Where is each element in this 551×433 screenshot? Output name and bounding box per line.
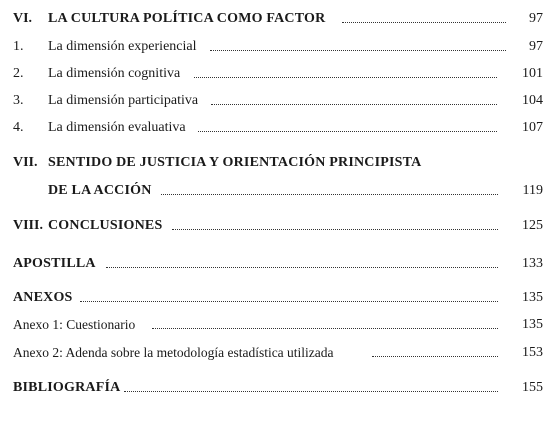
toc-leader-dots bbox=[172, 229, 498, 230]
toc-entry-1 bbox=[0, 37, 551, 57]
toc-entry-3 bbox=[0, 91, 551, 111]
toc-leader-dots bbox=[80, 301, 498, 302]
toc-entry-page: 125 bbox=[522, 218, 543, 233]
toc-entry-page: 101 bbox=[522, 66, 543, 81]
toc-entry-title: Anexo 2: Adenda sobre la metodología estadística utilizada bbox=[13, 345, 334, 360]
toc-entry-title: Anexo 1: Cuestionario bbox=[13, 317, 136, 332]
toc-entry-number: 1. bbox=[13, 39, 24, 54]
toc-entry-page: 133 bbox=[522, 256, 543, 271]
toc-entry-page: 119 bbox=[522, 183, 543, 198]
toc-entry-number: 3. bbox=[13, 93, 24, 108]
toc-entry-apostilla bbox=[0, 254, 551, 274]
toc-entry-title: La dimensión experiencial bbox=[48, 39, 197, 54]
toc-leader-dots bbox=[198, 131, 497, 132]
toc-entry-anexos bbox=[0, 288, 551, 308]
toc-entry-page: 135 bbox=[522, 290, 543, 305]
toc-entry-vi bbox=[0, 9, 551, 29]
toc-entry-title: CONCLUSIONES bbox=[48, 218, 163, 233]
toc-entry-title: LA CULTURA POLÍTICA COMO FACTOR bbox=[48, 11, 326, 26]
toc-entry-page: 107 bbox=[522, 120, 543, 135]
toc-entry-anexo-2 bbox=[0, 343, 551, 363]
toc-leader-dots bbox=[194, 77, 497, 78]
toc-leader-dots bbox=[372, 356, 498, 357]
toc-entry-page: 97 bbox=[529, 11, 543, 26]
toc-leader-dots bbox=[106, 267, 498, 268]
toc-entry-number: 4. bbox=[13, 120, 24, 135]
toc-entry-number: VIII. bbox=[13, 218, 43, 233]
toc-entry-4 bbox=[0, 118, 551, 138]
toc-entry-page: 104 bbox=[522, 93, 543, 108]
toc-entry-number: VI. bbox=[13, 11, 33, 26]
toc-entry-title: La dimensión cognitiva bbox=[48, 66, 181, 81]
toc-entry-title: DE LA ACCIÓN bbox=[48, 183, 152, 198]
toc-entry-title: SENTIDO DE JUSTICIA Y ORIENTACIÓN PRINCIPISTA bbox=[48, 155, 422, 170]
toc-leader-dots bbox=[211, 104, 497, 105]
toc-entry-page: 135 bbox=[522, 317, 543, 332]
toc-entry-vii-cont bbox=[0, 181, 551, 201]
toc-entry-2 bbox=[0, 64, 551, 84]
toc-leader-dots bbox=[124, 391, 498, 392]
toc-entry-page: 155 bbox=[522, 380, 543, 395]
toc-entry-bibliografia bbox=[0, 378, 551, 398]
toc-entry-title: ANEXOS bbox=[13, 290, 73, 305]
toc-leader-dots bbox=[152, 328, 498, 329]
toc-leader-dots bbox=[161, 194, 498, 195]
toc-entry-title: La dimensión participativa bbox=[48, 93, 199, 108]
toc-entry-viii bbox=[0, 216, 551, 236]
toc-entry-page: 153 bbox=[522, 345, 543, 360]
toc-leader-dots bbox=[342, 22, 506, 23]
toc-entry-number: VII. bbox=[13, 155, 38, 170]
toc-entry-title: La dimensión evaluativa bbox=[48, 120, 186, 135]
toc-entry-title: BIBLIOGRAFÍA bbox=[13, 380, 121, 395]
toc-entry-page: 97 bbox=[529, 39, 543, 54]
toc-entry-number: 2. bbox=[13, 66, 24, 81]
toc-leader-dots bbox=[210, 50, 506, 51]
toc-entry-anexo-1 bbox=[0, 315, 551, 335]
toc-entry-title: APOSTILLA bbox=[13, 256, 96, 271]
toc-entry-vii bbox=[0, 153, 551, 173]
